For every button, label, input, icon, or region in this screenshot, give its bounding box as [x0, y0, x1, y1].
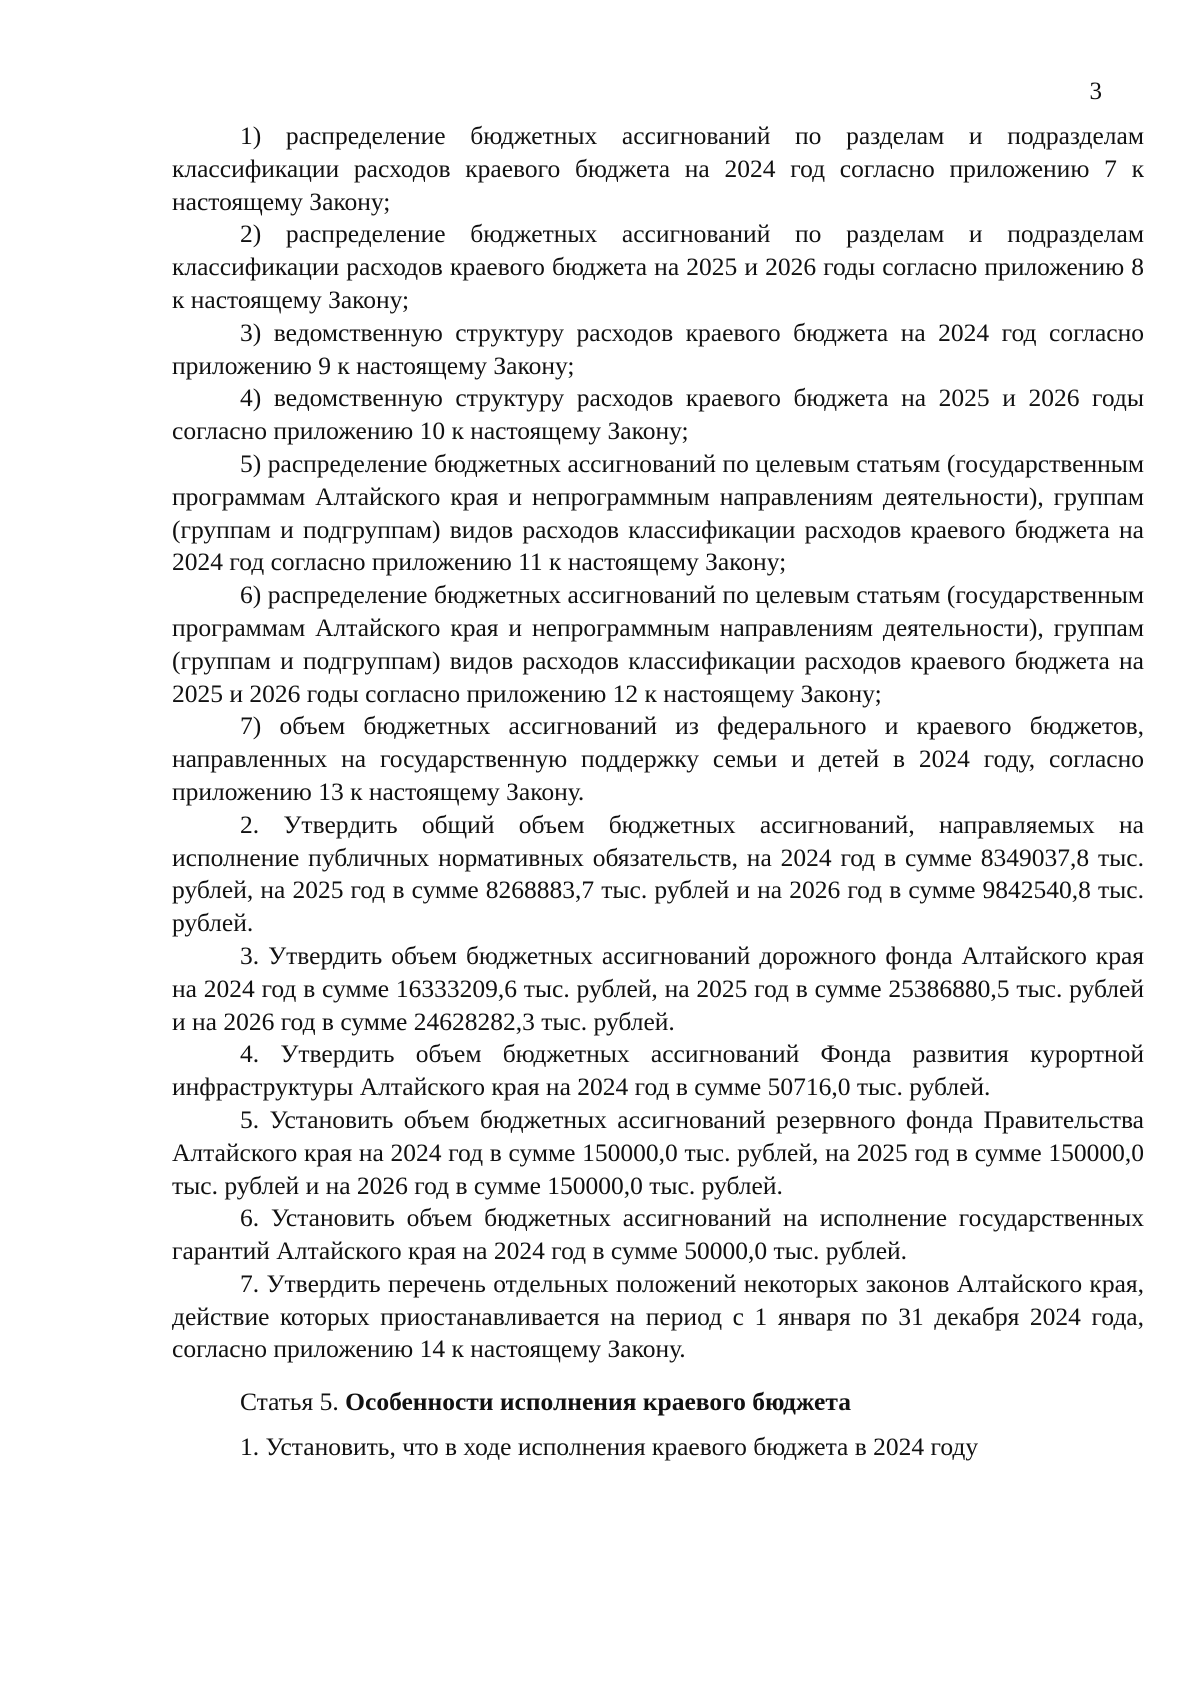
paragraph-item-5: 5) распределение бюджетных ассигнований по целевым статьям (государственным программам Алтайского края и непрограммным направлениям деятельности), группам (группам и подгруппам) видов расходов классификации расходов краевого бюджета на 2024 год согласно приложению 11 к настоящему Закону;	[172, 448, 1144, 577]
paragraph-clause-5: 5. Установить объем бюджетных ассигнований резервного фонда Правительства Алтайского края на 2024 год в сумме 150000,0 тыс. рублей, на 2025 год в сумме 150000,0 тыс. рублей и на 2026 год в сумме 150000,0 тыс. рублей.	[172, 1104, 1144, 1200]
document-body	[172, 120, 1144, 1464]
paragraph-article-clause-1: 1. Установить, что в ходе исполнения краевого бюджета в 2024 году	[240, 1432, 979, 1462]
paragraph-item-3: 3) ведомственную структуру расходов краевого бюджета на 2024 год согласно приложению 9 к настоящему Закону;	[172, 317, 1144, 380]
paragraph-clause-4: 4. Утвердить объем бюджетных ассигнований Фонда развития курортной инфраструктуры Алтайского края на 2024 год в сумме 50716,0 тыс. рублей.	[172, 1039, 1144, 1102]
article-prefix: Статья 5.	[240, 1387, 346, 1417]
paragraph-item-2: 2) распределение бюджетных ассигнований по разделам и подразделам классификации расходов краевого бюджета на 2025 и 2026 годы согласно приложению 8 к настоящему Закону;	[172, 219, 1144, 314]
paragraph-item-7: 7) объем бюджетных ассигнований из федерального и краевого бюджетов, направленных на государственную поддержку семьи и детей в 2024 году, согласно приложению 13 к настоящему Закону.	[172, 711, 1144, 806]
paragraph-clause-2: 2. Утвердить общий объем бюджетных ассигнований, направляемых на исполнение публичных нормативных обязательств, на 2024 год в сумме 8349037,8 тыс. рублей, на 2025 год в сумме 8268883,7 тыс. рублей и на 2026 год в сумме 9842540,8 тыс. рублей.	[172, 809, 1144, 938]
paragraph-item-6: 6) распределение бюджетных ассигнований по целевым статьям (государственным программам Алтайского края и непрограммным направлениям деятельности), группам (группам и подгруппам) видов расходов классификации расходов краевого бюджета на 2025 и 2026 годы согласно приложению 12 к настоящему Закону;	[172, 580, 1144, 708]
paragraph-item-4: 4) ведомственную структуру расходов краевого бюджета на 2025 и 2026 годы согласно приложению 10 к настоящему Закону;	[172, 383, 1144, 446]
paragraph-clause-7: 7. Утвердить перечень отдельных положений некоторых законов Алтайского края, действие которых приостанавливается на период с 1 января по 31 декабря 2024 года, согласно приложению 14 к настоящему Закону.	[172, 1268, 1144, 1364]
article-title: Особенности исполнения краевого бюджета	[345, 1387, 851, 1417]
paragraph-item-1: 1) распределение бюджетных ассигнований по разделам и подразделам классификации расходов краевого бюджета на 2024 год согласно приложению 7 к настоящему Закону;	[172, 121, 1144, 216]
paragraph-clause-3: 3. Утвердить объем бюджетных ассигнований дорожного фонда Алтайского края на 2024 год в сумме 16333209,6 тыс. рублей, на 2025 год в сумме 25386880,5 тыс. рублей и на 2026 год в сумме 24628282,3 тыс. рублей.	[172, 940, 1144, 1036]
page-number: 3	[1089, 78, 1102, 105]
paragraph-clause-6: 6. Установить объем бюджетных ассигнований на исполнение государственных гарантий Алтайского края на 2024 год в сумме 50000,0 тыс. рублей.	[172, 1203, 1144, 1266]
article-heading	[172, 1386, 1144, 1419]
